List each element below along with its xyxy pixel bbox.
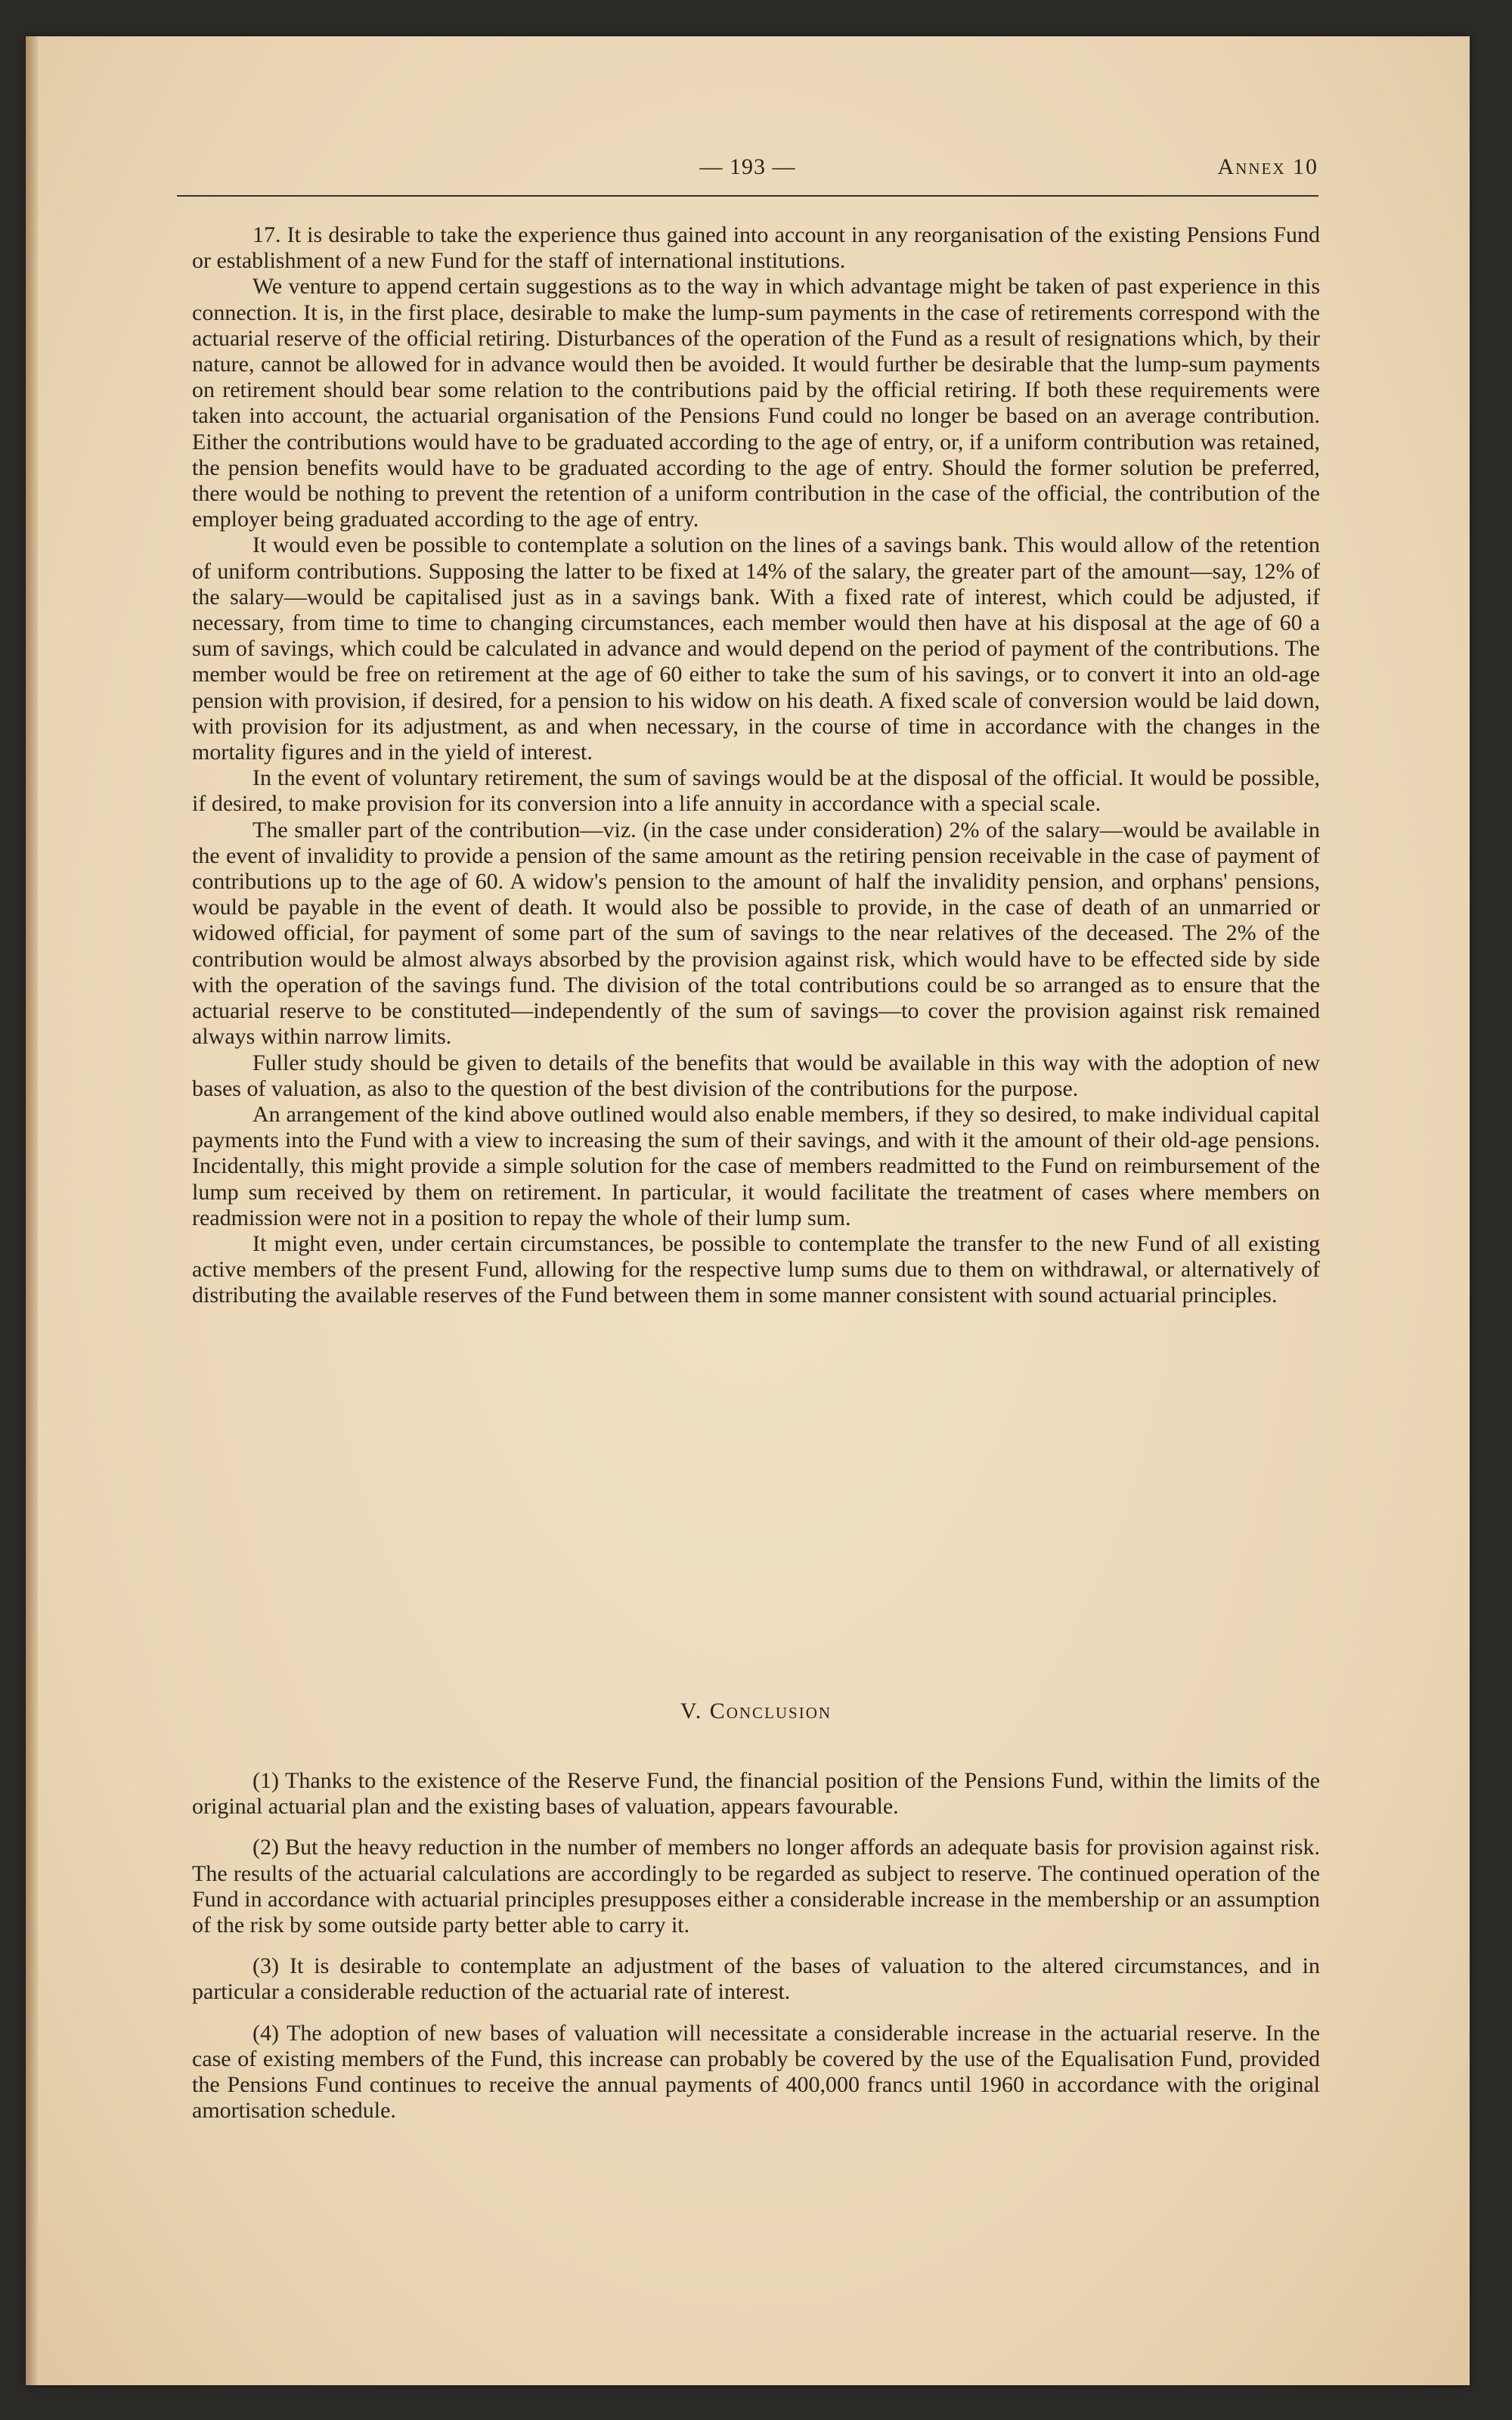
paragraph: It would even be possible to contemplate a solution on the lines of a savings bank. This would allow of the retention of uniform contributions. Supposing the latter to be fixed at 14% of the salary, the greater part of the amount—say, 12% of the salary—would be capitalised just as in a savings bank. With a fixed rate of interest, which could be adjusted, if necessary, from time to time to changing circumstances, each member would then have at his disposal at the age of 60 a sum of savings, which could be calculated in advance and would depend on the period of payment of the contributions. The member would be free on retirement at the age of 60 either to take the sum of his savings, or to convert it into an old-age pension with provision, if desired, for a pension to his widow on his death. A fixed scale of conversion would be laid down, with provision for its adjustment, as and when necessary, in the course of time in accordance with the changes in the mortality figures and in the yield of interest. <box>192 532 1320 765</box>
paragraph: 17. It is desirable to take the experience thus gained into account in any reorganisation of the existing Pensions Fund or establishment of a new Fund for the staff of international institutions. <box>192 222 1320 274</box>
body-text <box>192 222 1320 1309</box>
document-page <box>26 36 1470 2385</box>
conclusion-item: (3) It is desirable to contemplate an adjustment of the bases of valuation to the altered circumstances, and in particular a considerable reduction of the actuarial rate of interest. <box>192 1953 1320 2005</box>
paragraph: Fuller study should be given to details of the benefits that would be available in this way with the adoption of new bases of valuation, as also to the question of the best division of the contributions for the purpose. <box>192 1050 1320 1101</box>
conclusion-list <box>192 1768 1320 2139</box>
paragraph: The smaller part of the contribution—viz. (in the case under consideration) 2% of the salary—would be available in the event of invalidity to provide a pension of the same amount as the retiring pension receivable in the case of payment of contributions up to the age of 60. A widow's pension to the amount of half the invalidity pension, and orphans' pensions, would be payable in the event of death. It would also be possible to provide, in the case of death of an unmarried or widowed official, for payment of some part of the sum of savings to the near relatives of the deceased. The 2% of the contribution would be almost always absorbed by the provision against risk, which would have to be effected side by side with the operation of the savings fund. The division of the total contributions could be so arranged as to ensure that the actuarial reserve to be constituted—independently of the sum of savings—to cover the provision against risk remained always within narrow limits. <box>192 817 1320 1050</box>
conclusion-item: (2) But the heavy reduction in the number of members no longer affords an adequate basis for provision against risk. The results of the actuarial calculations are accordingly to be regarded as subject to reserve. The continued operation of the Fund in accordance with actuarial principles presupposes either a considerable increase in the membership or an assumption of the risk by some outside party better able to carry it. <box>192 1835 1320 1938</box>
paragraph: In the event of voluntary retirement, the sum of savings would be at the disposal of the official. It would be possible, if desired, to make provision for its conversion into a life annuity in accordance with a special scale. <box>192 765 1320 817</box>
section-heading: V. Conclusion <box>680 1699 832 1723</box>
conclusion-item: (1) Thanks to the existence of the Reserve Fund, the financial position of the Pensions Fund, within the limits of the original actuarial plan and the existing bases of valuation, appears favourable. <box>192 1768 1320 1820</box>
paragraph: We venture to append certain suggestions as to the way in which advantage might be taken of past experience in this connection. It is, in the first place, desirable to make the lump-sum payments in the case of retirements correspond with the actuarial reserve of the official retiring. Disturbances of the operation of the Fund as a result of resignations which, by their nature, cannot be allowed for in advance would then be avoided. It would further be desirable that the lump-sum payments on retirement should bear some relation to the contributions paid by the official retiring. If both these requirements were taken into account, the actuarial organisation of the Pensions Fund could no longer be based on an average contribution. Either the contributions would have to be graduated according to the age of entry, or, if a uniform contribution was retained, the pension benefits would have to be graduated according to the age of entry. Should the former solution be preferred, there would be nothing to prevent the retention of a uniform contribution in the case of the official, the contribution of the employer being graduated according to the age of entry. <box>192 274 1320 532</box>
page-number: — 193 — <box>699 154 796 179</box>
annex-label: Annex 10 <box>1217 154 1318 179</box>
paragraph: An arrangement of the kind above outlined would also enable members, if they so desired, to make individual capital payments into the Fund with a view to increasing the sum of their savings, and with it the amount of their old-age pensions. Incidentally, this might provide a simple solution for the case of members readmitted to the Fund on reimbursement of the lump sum received by them on retirement. In particular, it would facilitate the treatment of cases where members on readmission were not in a position to repay the whole of their lump sum. <box>192 1101 1320 1230</box>
binding-gutter <box>26 36 38 2385</box>
page-header <box>177 150 1318 197</box>
paragraph: It might even, under certain circumstances, be possible to contemplate the transfer to the new Fund of all existing active members of the present Fund, allowing for the respective lump sums due to them on withdrawal, or alternatively of distributing the available reserves of the Fund between them in some manner consistent with sound actuarial principles. <box>192 1230 1320 1308</box>
conclusion-item: (4) The adoption of new bases of valuation will necessitate a considerable increase in the actuarial reserve. In the case of existing members of the Fund, this increase can probably be covered by the use of the Equalisation Fund, provided the Pensions Fund continues to receive the annual payments of 400,000 francs until 1960 in accordance with the original amortisation schedule. <box>192 2020 1320 2124</box>
